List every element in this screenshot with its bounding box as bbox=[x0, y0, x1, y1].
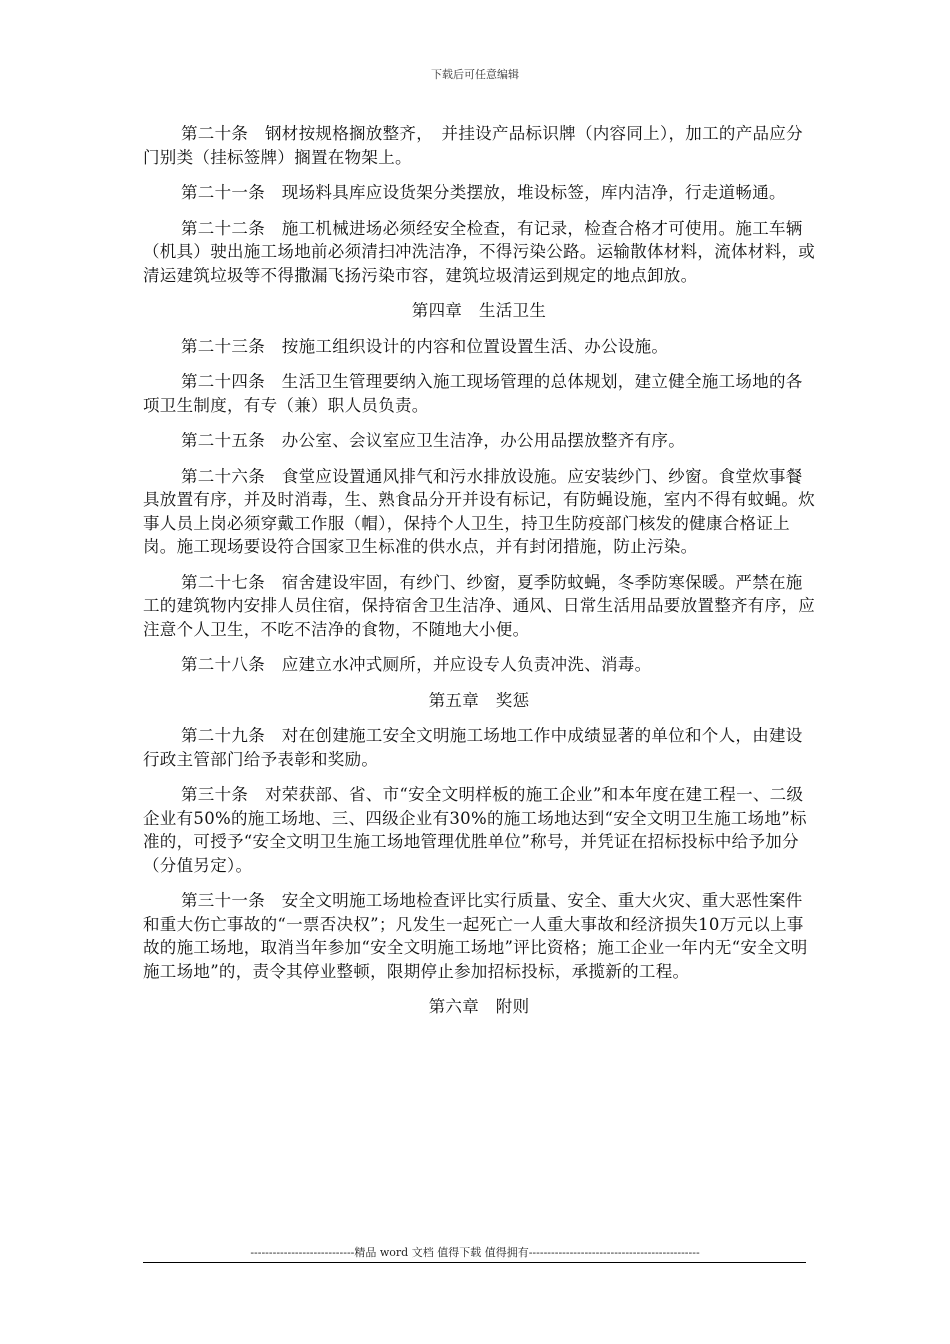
article-30: 第三十条 对荣获部、省、市“安全文明样板的施工企业”和本年度在建工程一、二级企业有50%的施工场地、三、四级企业有30%的施工场地达到“安全文明卫生施工场地”标准的，可授予“安全文明卫生施工场地管理优胜单位”称号，并凭证在招标投标中给予加分（分值另定）。 bbox=[143, 785, 807, 875]
page-footer: ----------------------------精品 word 文档 值得下载 值得拥有---------------------------------------------- bbox=[250, 1246, 700, 1259]
article-29: 第二十九条 对在创建施工安全文明施工场地工作中成绩显著的单位和个人，由建设行政主管部门给予表彰和奖励。 bbox=[143, 726, 803, 769]
article-27: 第二十七条 宿舍建设牢固，有纱门、纱窗，夏季防蚊蝇，冬季防寒保暖。严禁在施工的建筑物内安排人员住宿，保持宿舍卫生洁净、通风、日常生活用品要放置整齐有序，应注意个人卫生，不吃不洁净的食物，不随地大小便。 bbox=[143, 572, 815, 639]
article-28: 第二十八条 应建立水冲式厕所，并应设专人负责冲洗、消毒。 bbox=[181, 655, 652, 674]
document-body bbox=[143, 122, 815, 1031]
article-25: 第二十五条 办公室、会议室应卫生洁净，办公用品摆放整齐有序。 bbox=[181, 431, 685, 450]
chapter-5-heading: 第五章 奖惩 bbox=[428, 690, 530, 710]
article-21: 第二十一条 现场料具库应设货架分类摆放，堆设标签，库内洁净，行走道畅通。 bbox=[181, 183, 786, 202]
article-22: 第二十二条 施工机械进场必须经安全检查，有记录，检查合格才可使用。施工车辆（机具）驶出施工场地前必须清扫冲洗洁净，不得污染公路。运输散体材料，流体材料，或清运建筑垃圾等不得撒漏飞扬污染市容，建筑垃圾清运到规定的地点卸放。 bbox=[143, 218, 815, 285]
footer-divider bbox=[143, 1262, 806, 1263]
article-26: 第二十六条 食堂应设置通风排气和污水排放设施。应安装纱门、纱窗。食堂炊事餐具放置有序，并及时消毒，生、熟食品分开并设有标记，有防蝇设施，室内不得有蚊蝇。炊事人员上岗必须穿戴工作服（帽），保持个人卫生，持卫生防疫部门核发的健康合格证上岗。施工现场要设符合国家卫生标准的供水点，并有封闭措施，防止污染。 bbox=[143, 466, 815, 556]
page-header: 下载后可任意编辑 bbox=[431, 68, 519, 81]
article-20: 第二十条 钢材按规格搁放整齐， 并挂设产品标识牌（内容同上），加工的产品应分门别类（挂标签牌）搁置在物架上。 bbox=[143, 124, 803, 167]
chapter-4-heading: 第四章 生活卫生 bbox=[411, 301, 547, 320]
article-31: 第三十一条 安全文明施工场地检查评比实行质量、安全、重大火灾、重大恶性案件和重大伤亡事故的“一票否决权”；凡发生一起死亡一人重大事故和经济损失10万元以上事故的施工场地，取消当年参加“安全文明施工场地”评比资格；施工企业一年内无“安全文明施工场地”的，责令其停业整顿，限期停止参加招标投标，承揽新的工程。 bbox=[143, 891, 808, 981]
chapter-6-heading: 第六章 附则 bbox=[428, 997, 530, 1016]
article-23: 第二十三条 按施工组织设计的内容和位置设置生活、办公设施。 bbox=[181, 336, 669, 356]
article-24: 第二十四条 生活卫生管理要纳入施工现场管理的总体规划，建立健全施工场地的各项卫生制度，有专（兼）职人员负责。 bbox=[143, 372, 803, 415]
